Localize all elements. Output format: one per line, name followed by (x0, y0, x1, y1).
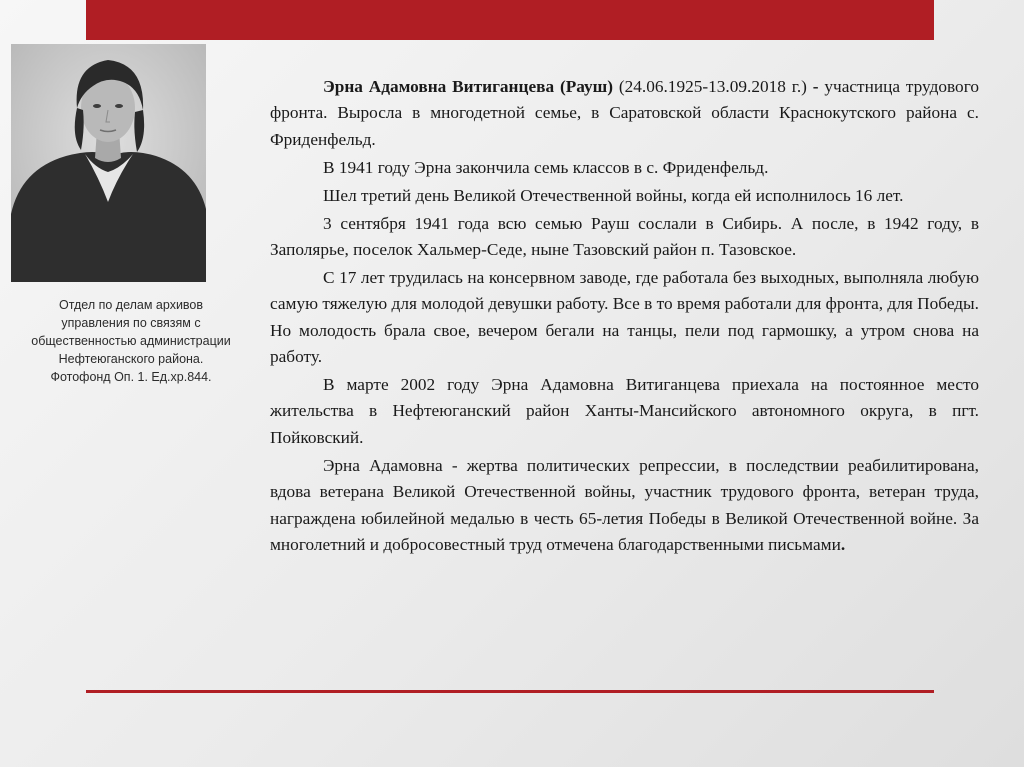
biography-paragraph: В марте 2002 году Эрна Адамовна Витиганцева приехала на постоянное место жительства в Нефтеюганский район Ханты-Мансийского автономного округа, в пгт. Пойковский. (270, 374, 979, 447)
biography-paragraph: 3 сентября 1941 года всю семью Рауш сослали в Сибирь. А после, в 1942 году, в Заполярье, поселок Хальмер-Седе, ныне Тазовский район п. Тазовское. (270, 213, 979, 259)
caption-line: Нефтеюганского района. (58, 352, 204, 366)
intro-text: участница трудового фронта. Выросла в многодетной семье, в Саратовской области Краснокутского района с. Фриденфельд. (270, 77, 979, 149)
biography-intro (270, 74, 979, 153)
life-dates: (24.06.1925-13.09.2018 г.) (613, 77, 813, 96)
top-accent-bar (86, 0, 934, 40)
intro-dash: - (812, 77, 819, 96)
caption-line: Отдел по делам архивов (58, 298, 204, 312)
last-paragraph-text: Эрна Адамовна - жертва политических репрессии, в последствии реабилитирована, вдова ветерана Великой Отечественной войны, участник трудового фронта, ветеран труда, награждена юбилейной медалью в честь 65-летия Победы в Великой Отечественной войне. За многолетний и добросовестный труд отмечена благодарственными письмами (270, 455, 979, 554)
biography-last-paragraph (270, 453, 979, 559)
bottom-accent-line (86, 690, 934, 693)
biography-text (270, 74, 979, 560)
biography-paragraph: Шел третий день Великой Отечественной войны, когда ей исполнилось 16 лет. (323, 185, 904, 205)
biography-paragraph: С 17 лет трудилась на консервном заводе, где работала без выходных, выполняла любую самую тяжелую для молодой девушки работу. Все в то время работали для фронта, для Победы. Но молодость брала свое, вечером бегали на танцы, пели под гармошку, а утром снова на работу. (270, 267, 979, 367)
caption-line: управления по связям с (61, 316, 201, 330)
person-name: Эрна Адамовна Витиганцева (Рауш) (323, 77, 614, 96)
caption-line: Фотофонд Оп. 1. Ед.хр.844. (50, 370, 212, 384)
final-period: . (840, 534, 846, 554)
biography-paragraph: В 1941 году Эрна закончила семь классов в с. Фриденфельд. (323, 157, 769, 177)
caption-line: общественностью администрации (31, 334, 231, 348)
photo-caption (26, 296, 236, 386)
portrait-image (11, 44, 206, 282)
portrait-photo (11, 44, 206, 282)
